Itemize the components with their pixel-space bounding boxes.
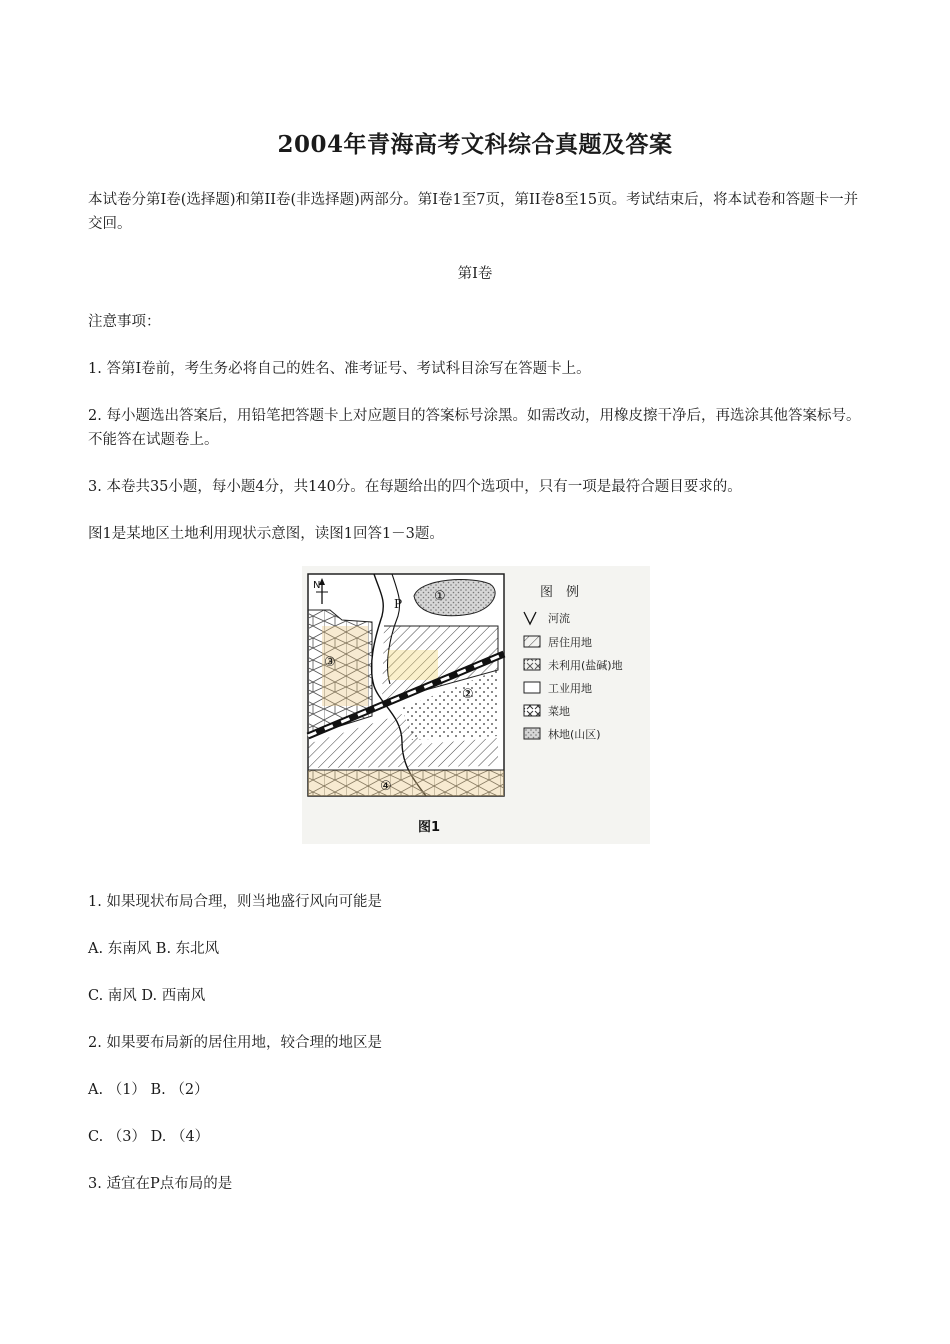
legend-residential-swatch <box>524 636 540 647</box>
zone-label: ③ <box>324 655 336 670</box>
legend-label: 林地(山区) <box>548 728 601 741</box>
question-options: C. （3） D. （4） <box>88 1129 210 1145</box>
question-options: A. （1） B. （2） <box>88 1082 209 1098</box>
question-stem: 1. 如果现状布局合理，则当地盛行风向可能是 <box>88 894 382 910</box>
figure-intro: 图1是某地区土地利用现状示意图，读图1回答1－3题。 <box>88 526 444 542</box>
notice-item: 1. 答第Ⅰ卷前，考生务必将自己的姓名、准考证号、考试科目涂写在答题卡上。 <box>88 361 591 377</box>
notice-item: 3. 本卷共35小题，每小题4分，共140分。在每题给出的四个选项中，只有一项是最符合题目要求的。 <box>88 479 742 495</box>
intro-paragraph: 本试卷分第Ⅰ卷(选择题)和第II卷(非选择题)两部分。第Ⅰ卷1至7页，第II卷8至15页。考试结束后，将本试卷和答题卡一并交回。 <box>88 192 859 232</box>
legend-label: 未利用(盐碱)地 <box>548 659 623 672</box>
point-p-label: P <box>394 597 403 611</box>
land-use-map <box>302 566 650 844</box>
zone-label: ④ <box>380 779 392 794</box>
legend-label: 菜地 <box>548 705 570 718</box>
legend-industrial-swatch <box>524 682 540 693</box>
question-stem: 3. 适宜在P点布局的是 <box>88 1176 233 1192</box>
legend-unused-swatch <box>524 659 540 670</box>
question-stem: 2. 如果要布局新的居住用地，较合理的地区是 <box>88 1035 382 1051</box>
section-title: 第Ⅰ卷 <box>457 266 493 282</box>
question-options: A. 东南风 B. 东北风 <box>88 941 220 957</box>
legend-label: 工业用地 <box>548 682 592 695</box>
legend-label: 居住用地 <box>548 636 592 649</box>
figure-caption: 图1 <box>418 820 441 835</box>
legend-vegetable-swatch <box>524 705 540 716</box>
legend-river-symbol-icon <box>524 612 536 624</box>
question-options: C. 南风 D. 西南风 <box>88 988 206 1004</box>
land-use-map-figure <box>302 566 650 844</box>
zone-label: ② <box>462 687 474 702</box>
north-label: N <box>313 580 321 591</box>
legend-forest-swatch <box>524 728 540 739</box>
zone-label: ① <box>434 589 446 604</box>
legend-title: 图 例 <box>540 585 580 600</box>
notice-title: 注意事项： <box>88 314 161 330</box>
notice-item: 2. 每小题选出答案后，用铅笔把答题卡上对应题目的答案标号涂黑。如需改动，用橡皮擦干净后，再选涂其他答案标号。不能答在试题卷上。 <box>88 408 861 448</box>
page-title: 2004年青海高考文科综合真题及答案 <box>277 131 673 158</box>
legend-label: 河流 <box>548 612 570 625</box>
